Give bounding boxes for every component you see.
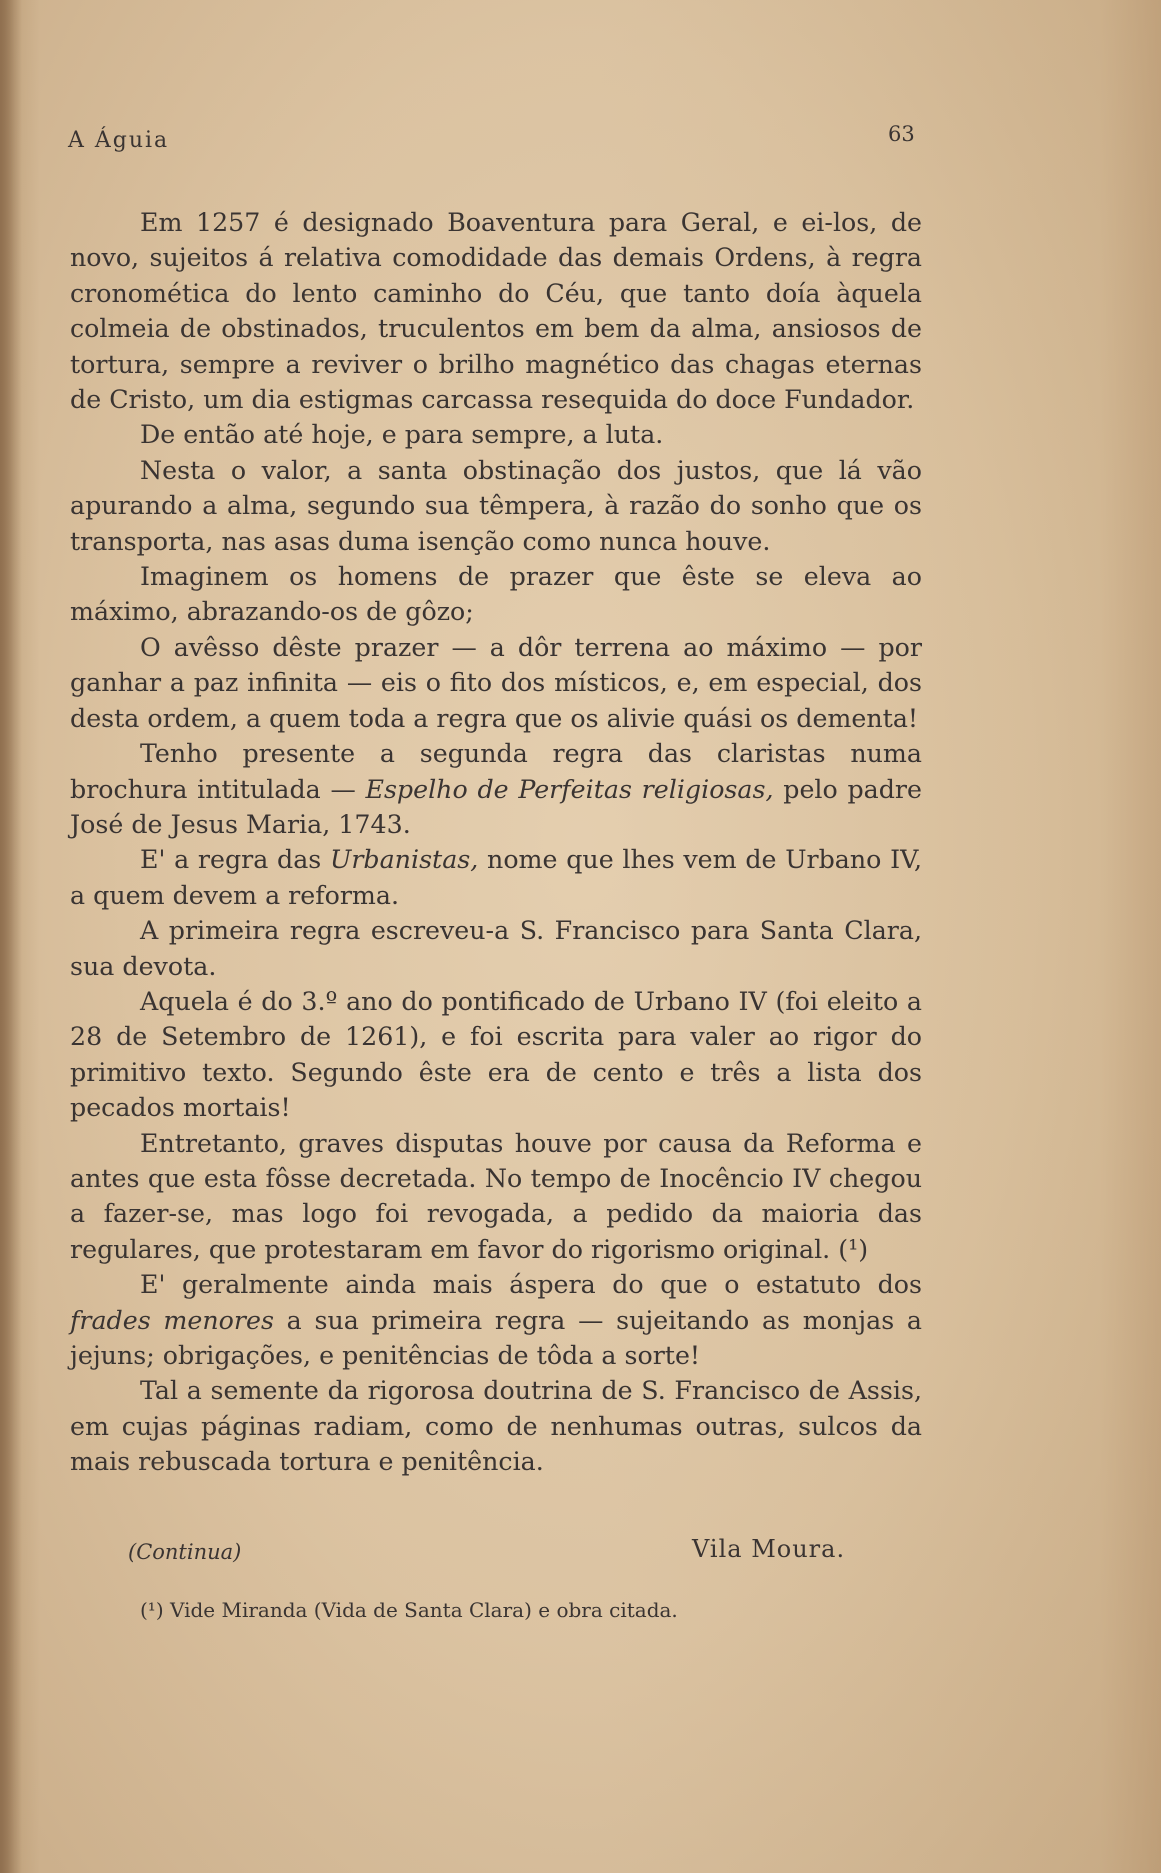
continua-note: (Continua)	[128, 1540, 242, 1564]
footnote: (¹) Vide Miranda (Vida de Santa Clara) e obra citada.	[140, 1598, 678, 1622]
paragraph-4: Imaginem os homens de prazer que êste se eleva ao máximo, abrazando-os de gôzo;	[70, 562, 922, 627]
paragraph-8: A primeira regra escreveu-a S. Francisco para Santa Clara, sua devota.	[70, 916, 922, 981]
paragraph-3: Nesta o valor, a santa obstinação dos justos, que lá vão apurando a alma, segundo sua têmpera, à razão do sonho que os transporta, nas asas duma isenção como nunca houve.	[70, 455, 922, 556]
paragraph-12: Tal a semente da rigorosa doutrina de S. Francisco de Assis, em cujas páginas radiam, como de nenhumas outras, sulcos da mais rebuscada tortura e penitência.	[70, 1376, 922, 1477]
book-title-italic: Espelho de Perfeitas religiosas,	[365, 774, 774, 804]
paragraph-11-tail: a sua primeira regra — sujeitando as monjas a jejuns; obrigações, e penitências de tôda a sorte!	[70, 1305, 922, 1370]
paragraph-6-text: Tenho presente a segunda regra das claristas numa brochura intitulada —	[70, 739, 922, 804]
body-text	[70, 205, 922, 1480]
urbanistas-italic: Urbanistas,	[330, 845, 479, 875]
page-spine-shadow	[0, 0, 22, 1873]
paragraph-9: Aquela é do 3.º ano do pontificado de Urbano IV (foi eleito a 28 de Setembro de 1261), e foi escrita para valer ao rigor do primitivo texto. Segundo êste era de cento e três a lista dos pecados mortais!	[70, 986, 922, 1123]
paragraph-2: De então até hoje, e para sempre, a luta.	[140, 420, 664, 450]
paragraph-6	[70, 736, 922, 842]
paragraph-7-tail: nome que lhes vem de Urbano IV, a quem devem a reforma.	[70, 845, 922, 910]
paragraph-11-text: E' geralmente ainda mais áspera do que o estatuto dos	[140, 1270, 922, 1300]
frades-menores-italic: frades menores	[70, 1305, 274, 1335]
paragraph-1: Em 1257 é designado Boaventura para Geral, e ei-los, de novo, sujeitos á relativa comodidade das demais Ordens, à regra cronomética do lento caminho do Céu, que tanto doía àquela colmeia de obstinados, truculentos em bem da alma, ansiosos de tortura, sempre a reviver o brilho magnético das chagas eternas de Cristo, um dia estigmas carcassa resequida do doce Fundador.	[70, 208, 922, 415]
paragraph-7	[70, 842, 922, 913]
paragraph-5: O avêsso dêste prazer — a dôr terrena ao máximo — por ganhar a paz infinita — eis o fito dos místicos, e, em especial, dos desta ordem, a quem toda a regra que os alivie quási os dementa!	[70, 632, 922, 733]
paragraph-11	[70, 1267, 922, 1373]
running-header-title: A Águia	[68, 128, 170, 153]
paragraph-7-text: E' a regra das	[140, 845, 330, 875]
author-signature: Vila Moura.	[692, 1535, 846, 1563]
paragraph-6-tail: pelo padre José de Jesus Maria, 1743.	[70, 774, 922, 839]
paragraph-10: Entretanto, graves disputas houve por causa da Reforma e antes que esta fôsse decretada. No tempo de Inocêncio IV chegou a fazer-se, mas logo foi revogada, a pedido da maioria das regulares, que protestaram em favor do rigorismo original. (¹)	[70, 1128, 922, 1264]
page-number: 63	[888, 122, 915, 146]
